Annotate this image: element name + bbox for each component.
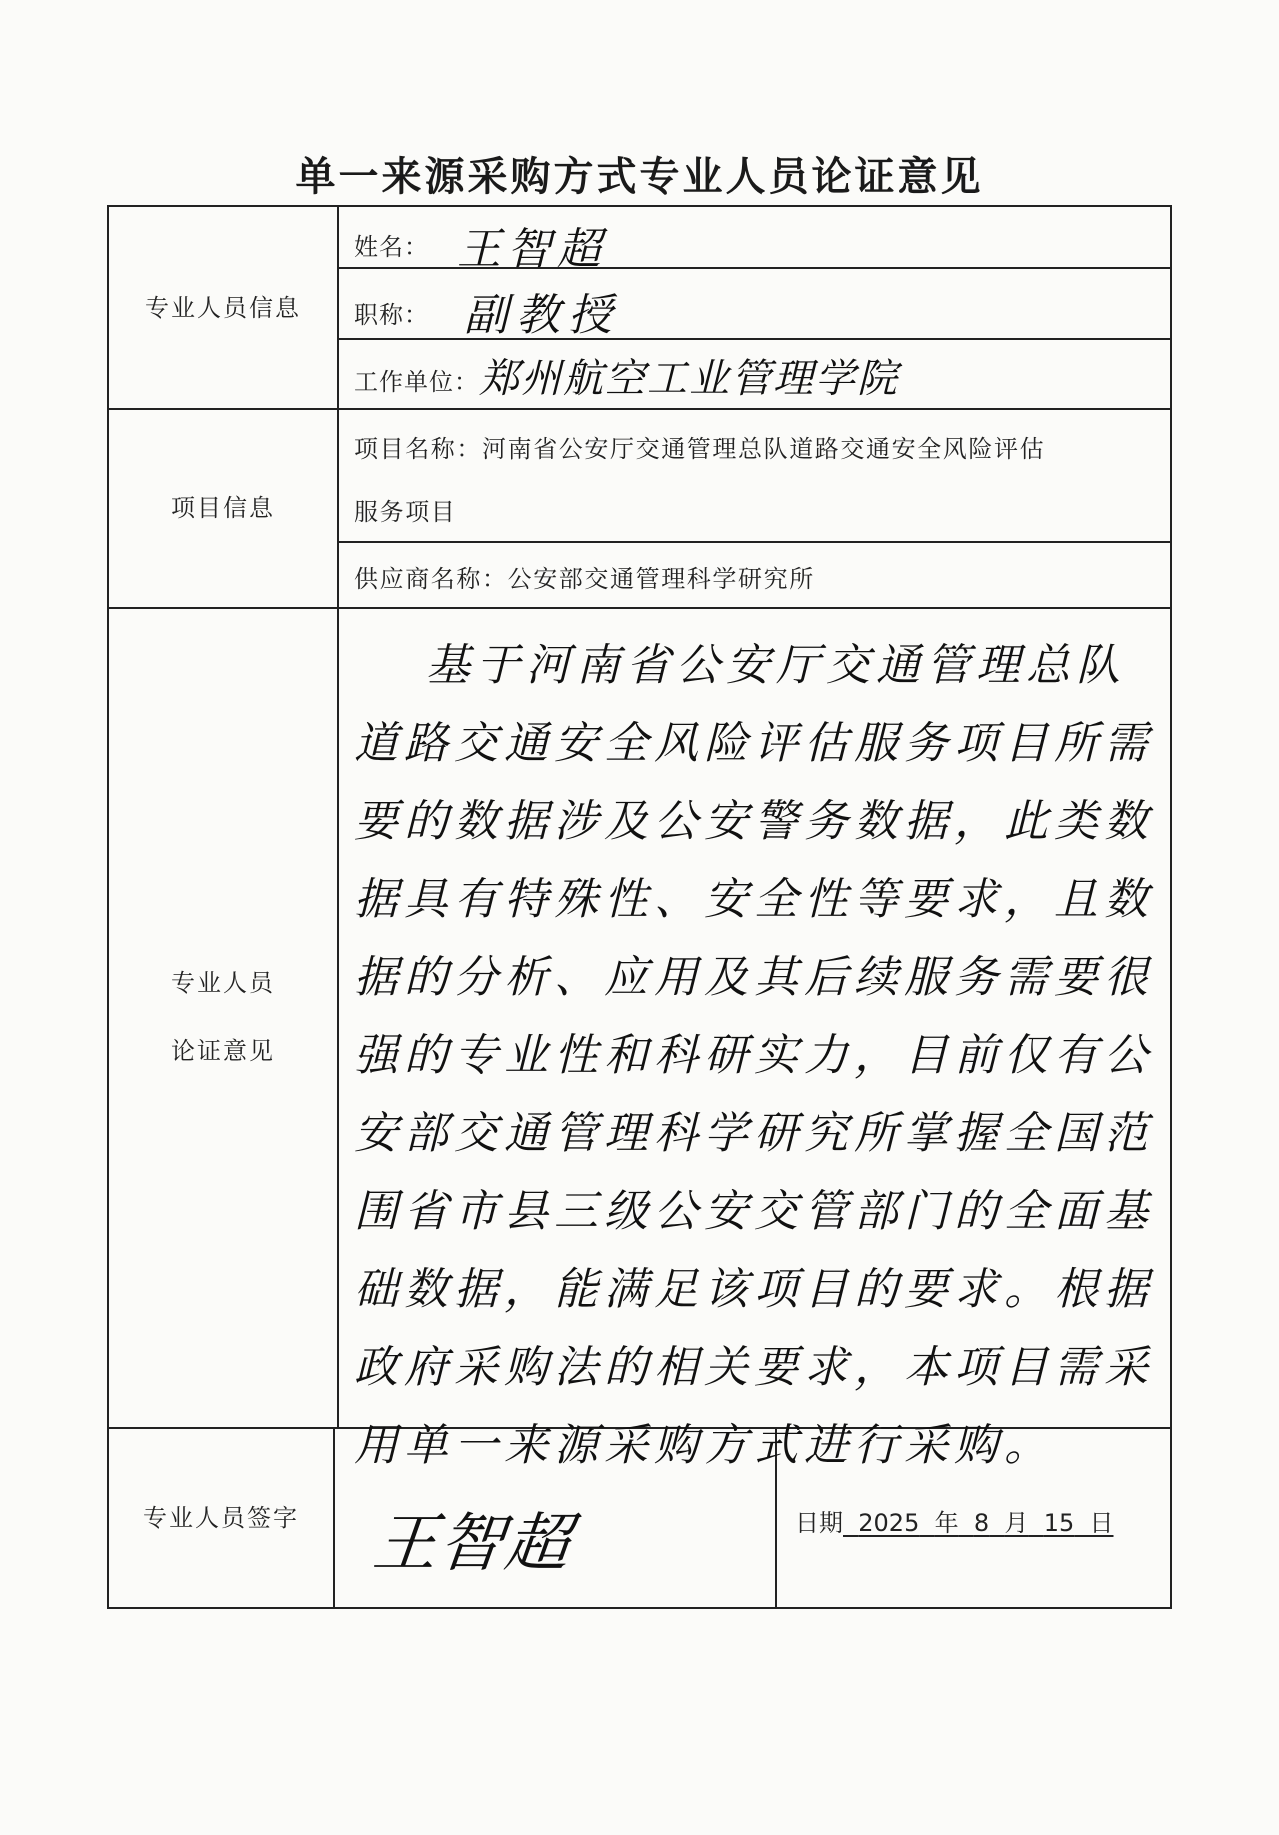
date-year: 2025 xyxy=(858,1509,920,1537)
project-name-value: 河南省公安厅交通管理总队道路交通安全风险评估 xyxy=(482,435,1046,463)
column-divider xyxy=(337,207,339,1427)
handwritten-signature: 王智超 xyxy=(369,1507,576,1581)
project-name xyxy=(354,429,1045,464)
org-label: 工作单位： xyxy=(354,368,479,396)
supplier xyxy=(354,559,815,594)
opinion-label-line2: 论证意见 xyxy=(171,1037,275,1065)
date-label: 日期 xyxy=(795,1509,843,1537)
supplier-value: 公安部交通管理科学研究所 xyxy=(507,565,815,593)
org-value: 郑州航空工业管理学院 xyxy=(479,356,899,402)
title-label: 职称： xyxy=(354,301,429,329)
project-name-label: 项目名称： xyxy=(354,435,482,463)
date-year-unit: 年 xyxy=(934,1509,959,1537)
date-month: 8 xyxy=(973,1509,990,1537)
date-underline-field xyxy=(843,1509,1114,1537)
date-day: 15 xyxy=(1043,1509,1075,1537)
signature-column-divider xyxy=(333,1427,335,1609)
date-month-unit: 月 xyxy=(1004,1509,1029,1537)
expert-info-label: 专业人员信息 xyxy=(145,293,301,322)
name-value: 王智超 xyxy=(457,224,607,275)
opinion-text: 基于河南省公安厅交通管理总队道路交通安全风险评估服务项目所需要的数据涉及公安警务数据，此类数据具有特殊性、安全性等要求，且数据的分析、应用及其后续服务需要很强的专业性和科研实力，目前仅有公安部交通管理科学研究所掌握全国范围省市县三级公安交管部门的全面基础数据，能满足该项目的要求。根据政府采购法的相关要求，本项目需采用单一来源采购方式进行采购。 xyxy=(354,640,1154,1471)
supplier-label: 供应商名称： xyxy=(354,565,508,593)
signature-label: 专业人员签字 xyxy=(143,1504,299,1532)
opinion-label-line1: 专业人员 xyxy=(171,969,275,997)
row-divider xyxy=(337,541,1172,543)
date-day-unit: 日 xyxy=(1089,1509,1114,1537)
project-info-label: 项目信息 xyxy=(171,493,275,522)
row-divider xyxy=(337,338,1172,340)
title-value: 副教授 xyxy=(464,290,620,341)
opinion-label xyxy=(109,607,337,1427)
form-table xyxy=(107,205,1172,1609)
document-title: 单一来源采购方式专业人员论证意见 xyxy=(295,154,984,200)
project-name-continued: 服务项目 xyxy=(354,498,457,526)
name-label: 姓名： xyxy=(354,233,429,261)
date-row xyxy=(795,1503,1114,1538)
